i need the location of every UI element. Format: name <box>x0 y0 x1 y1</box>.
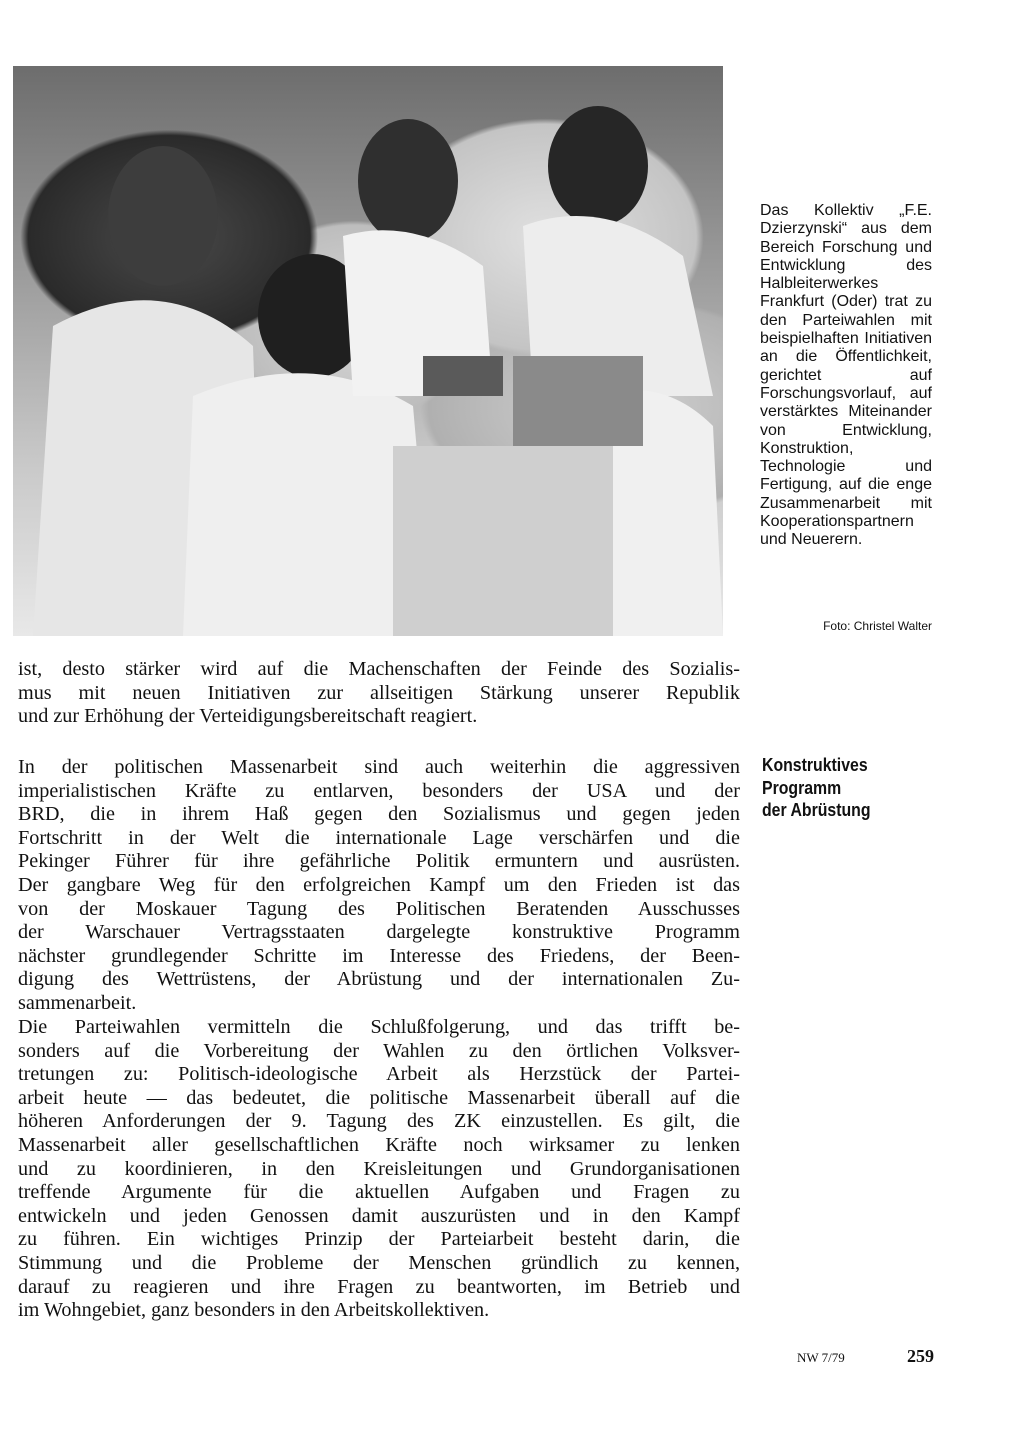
side-heading-line: Konstruktives <box>762 755 868 775</box>
text-line: und zu koordinieren, in den Kreisleitungen und Grundorganisationen <box>18 1157 740 1180</box>
text-line: Der gangbare Weg für den erfolgreichen Kampf um den Frieden ist das <box>18 873 740 896</box>
side-heading-line: Programm <box>762 777 842 798</box>
text-line: Stimmung und die Probleme der Menschen gründlich zu kennen, <box>18 1251 740 1274</box>
text-line: entwickeln und jeden Genossen damit auszurüsten und in den Kampf <box>18 1204 740 1227</box>
text-line: zu führen. Ein wichtiges Prinzip der Parteiarbeit besteht darin, die <box>18 1228 740 1251</box>
side-heading-line: der Abrüstung <box>762 800 871 820</box>
text-line: ist, desto stärker wird auf die Machenschaften der Feinde des Sozialis- <box>18 658 740 680</box>
text-line: darauf zu reagieren und ihre Fragen zu beantworten, im Betrieb und <box>18 1275 740 1298</box>
text-line: höheren Anforderungen der 9. Tagung des ZK einzustellen. Es gilt, die <box>18 1110 740 1133</box>
photo-icon <box>13 66 723 636</box>
text-line: treffende Argumente für die aktuellen Aufgaben und Fragen zu <box>18 1181 740 1204</box>
text-line: Fortschritt in der Welt die internationale Lage verschärfen und die <box>18 826 740 849</box>
page-number: 259 <box>907 1346 934 1366</box>
photo-of-research-collective <box>13 66 723 636</box>
text-line: arbeit heute — das bedeutet, die politische Massenarbeit überall auf die <box>18 1086 740 1109</box>
text-line: Die Parteiwahlen vermitteln die Schlußfolgerung, und das trifft be- <box>18 1016 740 1038</box>
text-line: In der politischen Massenarbeit sind auch weiterhin die aggressiven <box>18 756 740 778</box>
text-line: sammenarbeit. <box>18 991 137 1014</box>
text-line: und zur Erhöhung der Verteidigungsbereitschaft reagiert. <box>18 705 478 728</box>
text-line: von der Moskauer Tagung des Politischen Beratenden Ausschusses <box>18 897 740 920</box>
side-heading <box>762 754 903 822</box>
text-line: digung des Wettrüstens, der Abrüstung und der internationalen Zu- <box>18 968 740 991</box>
text-line: tretungen zu: Politisch-ideologische Arbeit als Herzstück der Partei- <box>18 1063 740 1086</box>
text-line: imperialistischen Kräfte zu entlarven, besonders der USA und der <box>18 779 740 802</box>
text-line: nächster grundlegender Schritte im Interesse des Friedens, der Been- <box>18 944 740 967</box>
photo-credit: Foto: Christel Walter <box>823 619 932 633</box>
text-line: der Warschauer Vertragsstaaten dargelegte konstruktive Programm <box>18 921 740 944</box>
photo-caption: Das Kollektiv „F.E. Dzierzynski“ aus dem Bereich Forschung und Entwicklung des Halbleiterwerkes Frankfurt (Oder) trat zu den Parteiwahlen mit beispielhaften Initiativen an die Öffentlichkeit, gerichtet auf Forschungsvorlauf, auf verstärktes Miteinander von Entwicklung, Konstruktion, Technologie und Fertigung, auf die enge Zusammenarbeit mit Kooperationspartnern und Neuerern. <box>760 202 932 549</box>
text-line: im Wohngebiet, ganz besonders in den Arbeitskollektiven. <box>18 1299 490 1322</box>
text-line: mus mit neuen Initiativen zur allseitigen Stärkung unserer Republik <box>18 681 740 704</box>
body-paragraph-1 <box>18 658 740 729</box>
issue-code: NW 7/79 <box>797 1350 845 1365</box>
text-line: sonders auf die Vorbereitung der Wahlen zu den örtlichen Volksver- <box>18 1039 740 1062</box>
text-line: BRD, die in ihrem Haß gegen den Sozialismus und gegen jeden <box>18 803 740 826</box>
body-paragraph-2 <box>18 756 740 1016</box>
text-line: Massenarbeit aller gesellschaftlichen Kräfte noch wirksamer zu lenken <box>18 1133 740 1156</box>
text-line: Pekinger Führer für ihre gefährliche Politik ermuntern und ausrüsten. <box>18 850 740 873</box>
body-paragraph-3 <box>18 1016 740 1323</box>
